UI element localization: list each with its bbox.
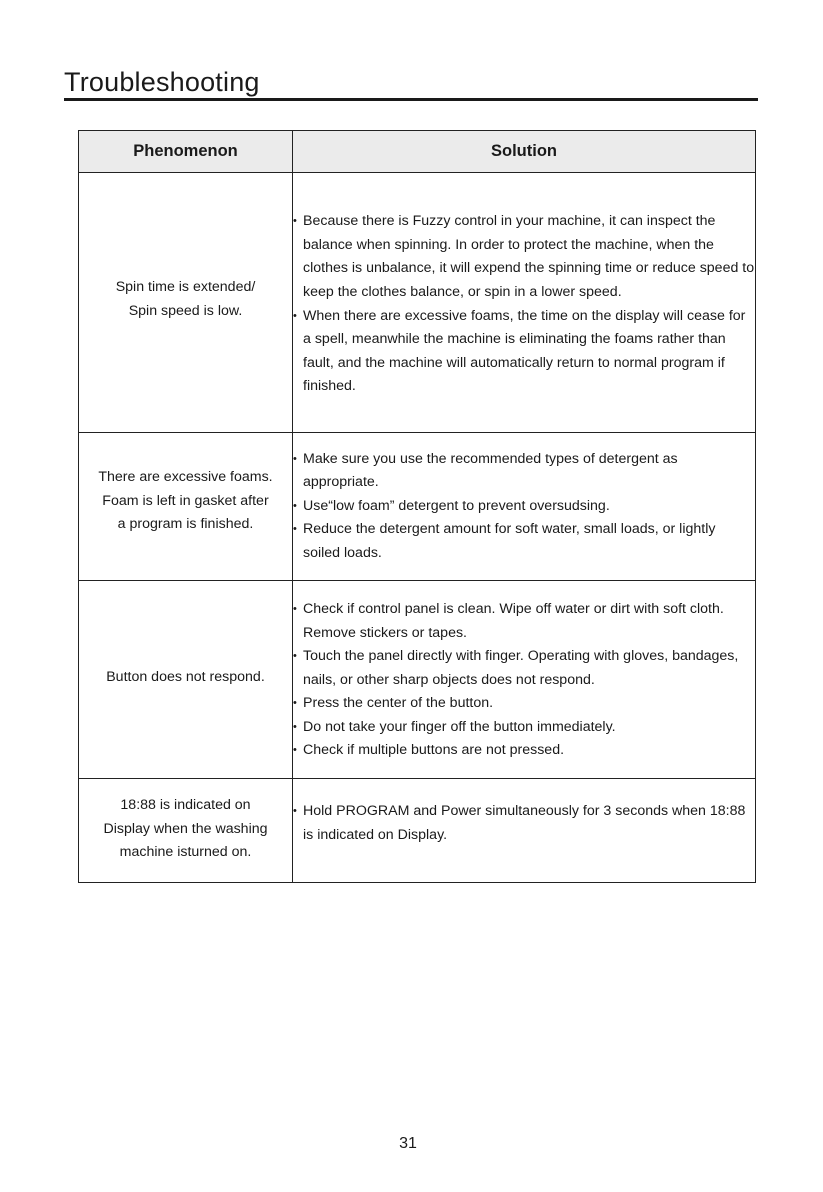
solution-item: • Use“low foam” detergent to prevent oversudsing. — [293, 495, 755, 519]
phenomenon-text: machine isturned on. — [119, 844, 252, 861]
solution-item: • Check if control panel is clean. Wipe off water or dirt with soft cloth. Remove stickers or tapes. — [293, 598, 755, 645]
solution-item: • Hold PROGRAM and Power simultaneously for 3 seconds when 18:88 is indicated on Display. — [293, 800, 755, 847]
table-row — [79, 581, 756, 779]
solution-cell — [293, 779, 756, 883]
phenomenon-text: a program is finished. — [117, 516, 254, 533]
table-row — [79, 779, 756, 883]
phenomenon-cell — [79, 581, 293, 779]
solution-cell — [293, 173, 756, 433]
solution-list — [293, 598, 755, 763]
phenomenon-cell — [79, 433, 293, 581]
solution-item: • Press the center of the button. — [293, 692, 755, 716]
solution-item: • Because there is Fuzzy control in your machine, it can inspect the balance when spinning. In order to protect the machine, when the clothes is unbalance, it will expend the spinning time or reduce speed to keep the clothes balance, or spin in a lower speed. — [293, 210, 755, 304]
solution-list — [293, 800, 755, 847]
phenomenon-text: Foam is left in gasket after — [102, 492, 269, 509]
solution-item: • When there are excessive foams, the time on the display will cease for a spell, meanwhile the machine is eliminating the foams rather than fault, and the machine will automatically return to normal program if finished. — [293, 305, 755, 399]
solution-item: • Touch the panel directly with finger. Operating with gloves, bandages, nails, or other sharp objects does not respond. — [293, 645, 755, 692]
solution-item: • Make sure you use the recommended types of detergent as appropriate. — [293, 448, 755, 495]
solution-cell — [293, 581, 756, 779]
title-rule — [64, 98, 758, 101]
phenomenon-text: Display when the washing — [103, 820, 268, 837]
phenomenon-text: Spin time is extended/ — [115, 278, 256, 295]
phenomenon-text: There are excessive foams. — [98, 469, 273, 485]
solution-item: • Do not take your finger off the button immediately. — [293, 716, 755, 740]
solution-list — [293, 210, 755, 399]
phenomenon-text: Button does not respond. — [106, 668, 265, 685]
table-row — [79, 433, 756, 581]
solution-item: • Reduce the detergent amount for soft water, small loads, or lightly soiled loads. — [293, 518, 755, 565]
solution-list — [293, 448, 755, 566]
phenomenon-text: 18:88 is indicated on — [120, 797, 251, 813]
phenomenon-cell — [79, 173, 293, 433]
solution-cell — [293, 433, 756, 581]
header-phenomenon: Phenomenon — [79, 131, 293, 173]
header-solution: Solution — [293, 131, 756, 173]
page-number: 31 — [399, 1135, 417, 1152]
page-title: Troubleshooting — [64, 67, 260, 97]
phenomenon-cell — [79, 779, 293, 883]
table-header-row — [79, 131, 756, 173]
troubleshooting-table — [78, 130, 756, 883]
table-row — [79, 173, 756, 433]
solution-item: • Check if multiple buttons are not pressed. — [293, 739, 755, 763]
phenomenon-text: Spin speed is low. — [128, 302, 243, 319]
